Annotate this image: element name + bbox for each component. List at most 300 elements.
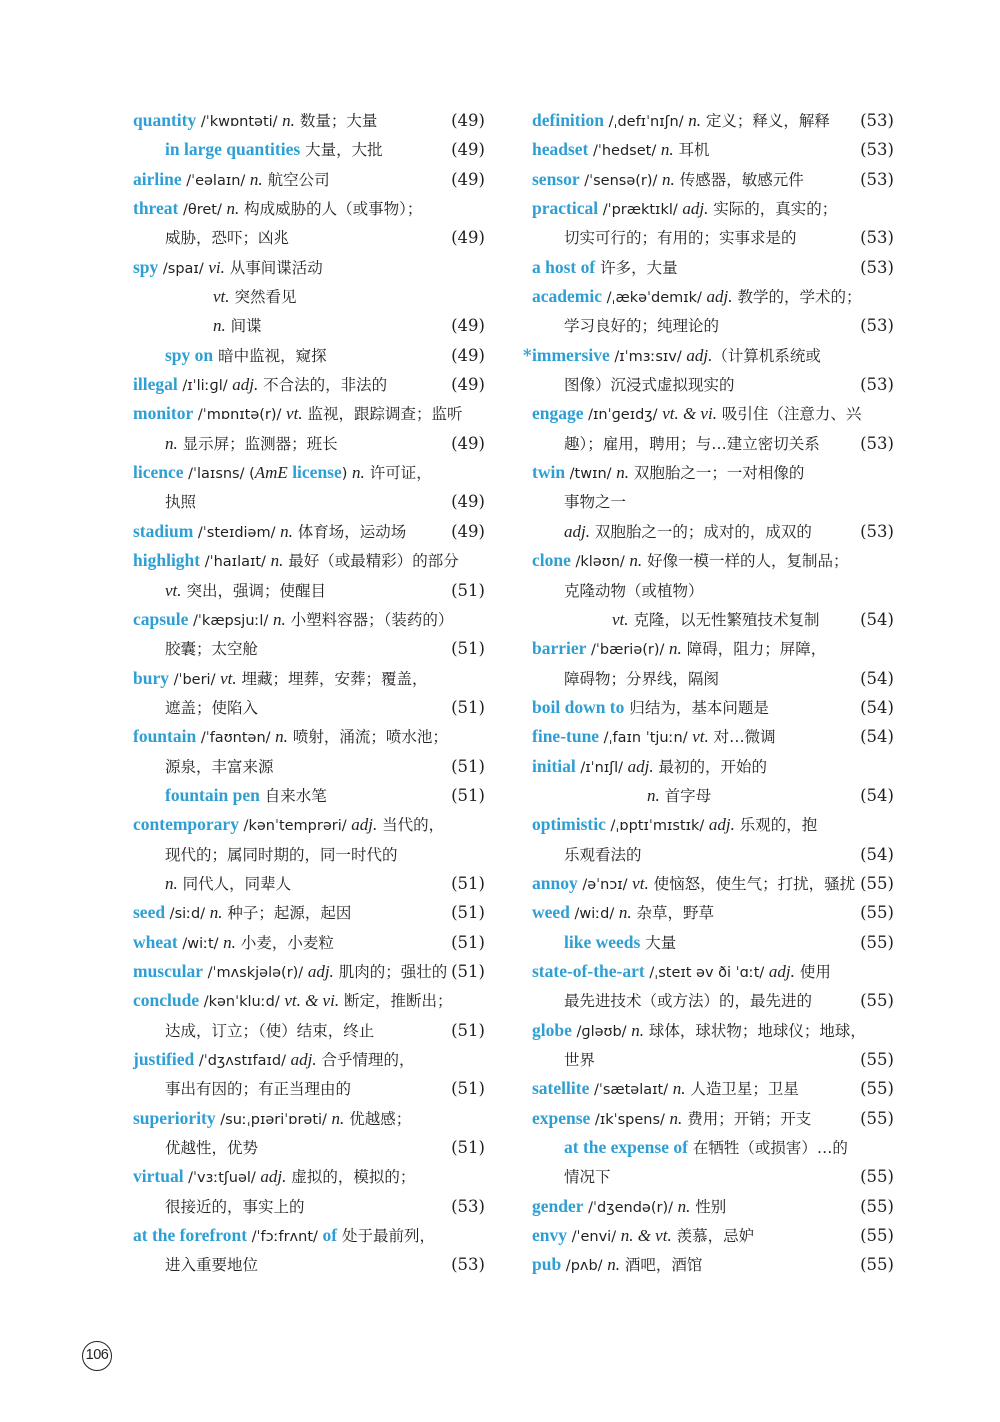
entry-page-ref: (49) [451, 140, 485, 160]
entry-definition: 最好（或最精彩）的部分 [283, 552, 459, 571]
glossary-line [532, 223, 894, 252]
entry-definition: 障碍，阻力；屏障， [681, 640, 827, 659]
entry-part-of-speech: n. [607, 1255, 620, 1275]
entry-page-ref: (55) [860, 1196, 894, 1216]
entry-headword: fountain pen [165, 784, 260, 805]
glossary-line [133, 458, 485, 487]
entry-part-of-speech: AmE [254, 463, 288, 483]
entry-part-of-speech: n. [669, 1108, 683, 1128]
entry-definition: 耳机 [673, 141, 710, 160]
entry-headword: illegal [133, 374, 178, 395]
glossary-line [532, 1250, 894, 1279]
entry-phonetic: /spaɪ/ [158, 260, 209, 277]
entry-definition: 传感器，敏感元件 [674, 170, 804, 189]
entry-definition: （计算机系统或 [712, 346, 821, 365]
entry-headword: fine-tune [532, 726, 600, 747]
entry-definition: 小塑料容器；（装药的） [285, 610, 454, 629]
glossary-line [532, 282, 894, 311]
entry-headword: twin [532, 462, 566, 483]
entry-phonetic: /wiːt/ [177, 935, 224, 952]
entry-phonetic: /kləʊn/ [570, 554, 630, 571]
entry-headword: definition [532, 110, 604, 130]
glossary-line [532, 634, 894, 663]
entry-headword: clone [532, 550, 571, 571]
entry-definition: 间谍 [225, 317, 262, 336]
entry-definition: 羡慕，忌妒 [671, 1227, 755, 1246]
entry-phonetic: /ɪˈmɜːsɪv/ [609, 348, 687, 365]
glossary-line [532, 1074, 894, 1103]
entry-definition: 埋藏；埋葬，安葬；覆盖， [236, 669, 428, 688]
entry-headword: initial [532, 755, 576, 776]
entry-definition: 进入重要地位 [165, 1256, 259, 1275]
glossary-line [133, 986, 485, 1015]
entry-headword: muscular [133, 960, 203, 981]
entry-definition: 图像）沉浸式虚拟现实的 [564, 376, 735, 395]
entry-phonetic: /ˈfaʊntən/ [196, 730, 276, 747]
entry-page-ref: (53) [860, 169, 894, 189]
entry-page-ref: (51) [451, 639, 485, 659]
entry-definition: 人造卫星；卫星 [685, 1080, 799, 1099]
entry-phonetic: /ˌsteɪt əv ði ˈɑːt/ [644, 964, 769, 981]
entry-part-of-speech: adj. [307, 961, 334, 981]
glossary-line [532, 1133, 894, 1162]
entry-definition: 事出有因的；有正当理由的 [165, 1080, 352, 1099]
entry-definition: 定义；释义，解释 [700, 112, 830, 130]
entry-definition: 使恼怒，使生气；打扰，骚扰 [648, 874, 856, 893]
glossary-line [532, 517, 894, 546]
entry-headword: headset [532, 139, 589, 160]
entry-phonetic: /ˈvɜːtʃuəl/ [183, 1170, 261, 1187]
entry-phonetic: /ˈmʌskjələ(r)/ [203, 964, 308, 981]
glossary-line [532, 546, 894, 575]
entry-phonetic: /ˌfaɪn ˈtjuːn/ [599, 730, 693, 747]
entry-part-of-speech: n. [223, 932, 236, 952]
entry-part-of-speech: vt. [612, 609, 629, 629]
entry-definition: 突然看见 [229, 288, 297, 307]
entry-page-ref: (54) [860, 727, 894, 747]
glossary-line [532, 898, 894, 927]
glossary-line [523, 341, 894, 370]
entry-part-of-speech: n. [629, 551, 643, 571]
entry-page-ref: (54) [860, 609, 894, 629]
glossary-line [133, 1162, 485, 1191]
glossary-line [532, 928, 894, 957]
entry-headword: of [322, 1225, 338, 1246]
entry-phonetic: /ɡləʊb/ [571, 1023, 632, 1040]
entry-page-ref: (51) [451, 785, 485, 805]
entry-phonetic: /ɪnˈɡeɪdʒ/ [583, 407, 663, 424]
entry-headword: immersive [532, 344, 610, 365]
entry-phonetic: /suːˌpɪəriˈɒrəti/ [215, 1111, 332, 1128]
glossary-line [133, 693, 485, 722]
glossary-line [133, 810, 485, 839]
glossary-line [532, 370, 894, 399]
entry-page-ref: (54) [860, 668, 894, 688]
entry-page-ref: (53) [860, 375, 894, 395]
entry-headword: license [287, 462, 342, 483]
glossary-line [133, 194, 485, 223]
entry-page-ref: (49) [451, 228, 485, 248]
glossary-line [532, 458, 894, 487]
entry-part-of-speech: vt. [286, 404, 303, 424]
glossary-line [532, 1162, 894, 1191]
entry-phonetic: /ˈdʒendə(r)/ [583, 1199, 678, 1216]
entry-definition: 使用 [794, 962, 831, 981]
entry-definition: 最先进技术（或方法）的，最先进的 [564, 992, 813, 1011]
entry-page-ref: (49) [451, 492, 485, 512]
entry-headword: engage [532, 403, 584, 424]
entry-definition: 酒吧，酒馆 [619, 1256, 703, 1275]
entry-definition: 实际的，真实的； [708, 200, 838, 219]
glossary-line [532, 429, 894, 458]
entry-page-ref: (51) [451, 932, 485, 952]
glossary-line [133, 576, 485, 605]
entry-page-ref: (55) [860, 1050, 894, 1069]
glossary-line [133, 223, 485, 252]
entry-part-of-speech: n. [165, 873, 178, 893]
glossary-line [532, 106, 894, 135]
entry-phonetic: /kənˈkluːd/ [199, 994, 285, 1011]
entry-page-ref: (51) [451, 697, 485, 717]
entry-definition: 归结为，基本问题是 [624, 698, 769, 717]
entry-phonetic: ) [341, 466, 353, 483]
entry-definition: 双胞胎之一的；成对的，成双的 [589, 522, 812, 541]
entry-headword: capsule [133, 608, 189, 629]
entry-part-of-speech: vt. [632, 873, 649, 893]
entry-definition: 世界 [564, 1051, 596, 1069]
entry-definition: 小麦，小麦粒 [235, 933, 334, 952]
entry-headword: seed [133, 902, 166, 923]
entry-part-of-speech: adj. [290, 1050, 317, 1069]
entry-phonetic: /əˈnɔɪ/ [577, 876, 633, 893]
entry-definition: 虚拟的，模拟的； [286, 1168, 416, 1187]
entry-definition: 最初的，开始的 [653, 757, 768, 776]
entry-definition: 大量，大批 [300, 141, 383, 160]
entry-definition: 自来水笔 [259, 786, 327, 805]
entry-part-of-speech: n. [631, 1020, 644, 1040]
entry-phonetic: /ˈkæpsjuːl/ [188, 612, 273, 629]
entry-page-ref: (51) [451, 873, 485, 893]
glossary-right-column [523, 106, 894, 1280]
entry-part-of-speech: vt. & vi. [662, 404, 717, 424]
entry-page-ref: (51) [451, 756, 485, 776]
glossary-line [532, 752, 894, 781]
entry-definition: 乐观的，抱 [734, 816, 818, 835]
glossary-line [532, 1192, 894, 1221]
entry-page-ref: (55) [860, 1167, 894, 1187]
entry-phonetic: /ˌdefɪˈnɪʃn/ [603, 114, 689, 130]
entry-part-of-speech: n. [270, 551, 284, 571]
entry-headword: monitor [133, 403, 194, 424]
entry-part-of-speech: n. [272, 609, 286, 629]
entry-part-of-speech: n. [352, 463, 365, 483]
entry-definition: 现代的；属同时期的，同一时代的 [165, 845, 398, 864]
entry-part-of-speech: n. [618, 903, 632, 923]
entry-part-of-speech: n. [688, 111, 701, 130]
entry-page-ref: (55) [860, 903, 894, 923]
entry-definition: 情况下 [564, 1168, 611, 1187]
glossary-line [133, 752, 485, 781]
entry-headword: globe [532, 1019, 572, 1040]
glossary-line [133, 487, 485, 516]
entry-part-of-speech: n. [672, 1079, 686, 1099]
entry-phonetic: /wiːd/ [569, 906, 619, 923]
entry-part-of-speech: n. [213, 316, 226, 336]
entry-phonetic: /kənˈtemprəri/ [238, 818, 352, 835]
entry-page-ref: (55) [860, 1079, 894, 1099]
entry-headword: state-of-the-art [532, 960, 645, 981]
entry-page-ref: (55) [860, 1255, 894, 1275]
entry-part-of-speech: n. [662, 169, 675, 189]
entry-part-of-speech: n. [280, 521, 293, 541]
entry-definition: 大量 [640, 933, 677, 952]
entry-phonetic: /ɪˈliːɡl/ [177, 378, 233, 395]
entry-headword: spy [133, 256, 159, 277]
glossary-line [133, 106, 485, 135]
entry-part-of-speech: vt. [692, 727, 709, 747]
glossary-line [133, 517, 485, 546]
glossary-left-column [133, 106, 485, 1280]
glossary-line [133, 1074, 485, 1103]
entry-headword: conclude [133, 990, 200, 1011]
entry-phonetic: /ˈpræktɪkl/ [598, 202, 683, 219]
glossary-line [133, 781, 485, 810]
glossary-line [532, 810, 894, 839]
glossary-line [133, 1133, 485, 1162]
entry-phonetic: /ˈenvi/ [567, 1229, 621, 1246]
entry-headword: stadium [133, 520, 194, 541]
entry-phonetic: /ˈsensə(r)/ [579, 172, 663, 189]
entry-phonetic: /θret/ [178, 202, 227, 219]
entry-part-of-speech: n. [331, 1108, 345, 1128]
entry-part-of-speech: n. [275, 727, 288, 747]
entry-headword: at the forefront [133, 1225, 248, 1246]
entry-headword: a host of [532, 256, 596, 277]
entry-headword: threat [133, 198, 179, 219]
entry-star-mark: * [523, 345, 532, 365]
entry-definition: 教学的，学术的； [732, 288, 862, 307]
entry-definition: 乐观看法的 [564, 845, 642, 864]
entry-part-of-speech: adj. [768, 961, 795, 981]
glossary-line [133, 722, 485, 751]
entry-page-ref: (55) [860, 932, 894, 952]
entry-phonetic: /ˈmɒnɪtə(r)/ [193, 407, 287, 424]
entry-phonetic: /ˈeəlaɪn/ [181, 172, 250, 189]
entry-definition: 对…微调 [708, 728, 776, 747]
glossary-line [532, 194, 894, 223]
entry-page-ref: (51) [451, 1020, 485, 1040]
entry-definition: 首字母 [659, 786, 712, 805]
entry-page-ref: (49) [451, 375, 485, 395]
entry-page-ref: (55) [860, 1108, 894, 1128]
entry-phonetic: /ˈsætəlaɪt/ [589, 1082, 673, 1099]
entry-page-ref: (49) [451, 316, 485, 336]
entry-headword: spy on [165, 344, 214, 365]
entry-definition: 胶囊；太空舱 [165, 640, 259, 659]
entry-page-ref: (53) [860, 228, 894, 248]
entry-definition: 源泉，丰富来源 [165, 757, 274, 776]
entry-page-ref: (53) [860, 316, 894, 336]
entry-definition: 球体，球状物；地球仪；地球， [643, 1021, 866, 1040]
glossary-line [532, 311, 894, 340]
glossary-line [532, 1016, 894, 1045]
glossary-line [532, 605, 894, 634]
entry-definition: 体育场，运动场 [292, 522, 407, 541]
glossary-line [133, 869, 485, 898]
entry-headword: virtual [133, 1166, 184, 1187]
entry-definition: 从事间谍活动 [224, 258, 323, 277]
entry-definition: 执照 [165, 493, 197, 512]
entry-headword: boil down to [532, 696, 625, 717]
entry-definition: 同代人，同辈人 [177, 874, 292, 893]
entry-phonetic: /ˈlaɪsns/ ( [183, 466, 255, 483]
entry-part-of-speech: vi. [208, 257, 225, 277]
entry-headword: fountain [133, 726, 197, 747]
entry-definition: 许可证， [364, 464, 432, 483]
entry-headword: at the expense of [564, 1137, 688, 1158]
entry-page-ref: (54) [860, 697, 894, 717]
entry-phonetic: /siːd/ [165, 906, 210, 923]
entry-page-ref: (51) [451, 580, 485, 600]
entry-definition: 达成，订立；（使）结束，终止 [165, 1021, 375, 1040]
glossary-line [532, 986, 894, 1015]
entry-part-of-speech: adj. [686, 345, 713, 365]
entry-definition: 好像一模一样的人，复制品； [642, 552, 849, 571]
entry-phonetic: /ˈhedset/ [588, 143, 661, 160]
glossary-line [133, 370, 485, 399]
entry-definition: 数量；大量 [294, 112, 378, 130]
entry-definition: 喷射，涌流；喷水池； [287, 728, 448, 747]
entry-definition: 种子；起源，起因 [222, 904, 352, 923]
entry-definition: 合乎情理的， [316, 1051, 415, 1069]
entry-page-ref: (53) [451, 1255, 485, 1275]
glossary-line [532, 664, 894, 693]
entry-page-ref: (53) [860, 433, 894, 453]
glossary-line [133, 253, 485, 282]
entry-page-ref: (54) [860, 785, 894, 805]
entry-headword: highlight [133, 550, 201, 571]
entry-definition: 双胞胎之一；一对相像的 [628, 464, 805, 483]
entry-headword: optimistic [532, 814, 606, 835]
glossary-line [532, 722, 894, 751]
entry-definition: 突出，强调；使醒目 [181, 581, 326, 600]
entry-page-ref: (49) [451, 433, 485, 453]
entry-headword: gender [532, 1195, 584, 1216]
entry-page-ref: (55) [860, 873, 894, 893]
glossary-line [532, 399, 894, 428]
entry-headword: quantity [133, 110, 197, 130]
entry-headword: barrier [532, 638, 587, 659]
glossary-line [133, 429, 485, 458]
entry-definition: 克隆动物（或植物） [564, 581, 704, 600]
entry-headword: bury [133, 667, 169, 688]
entry-phonetic: /ˌɒptɪˈmɪstɪk/ [605, 818, 709, 835]
entry-headword: like weeds [564, 931, 641, 952]
entry-phonetic: /ˈsteɪdiəm/ [193, 524, 281, 541]
entry-definition: 暗中监视，窥探 [213, 346, 327, 365]
entry-page-ref: (53) [860, 140, 894, 160]
entry-part-of-speech: adj. [351, 815, 378, 835]
entry-part-of-speech: n. [616, 463, 629, 483]
entry-part-of-speech: vt. & vi. [284, 991, 340, 1011]
entry-page-ref: (54) [860, 844, 894, 864]
glossary-line [133, 1221, 485, 1250]
glossary-line [133, 135, 485, 164]
entry-definition: 构成威胁的人（或事物）； [239, 200, 423, 219]
entry-definition: 吸引住（注意力、兴 [716, 405, 862, 424]
entry-definition: 杂草，野草 [631, 904, 715, 923]
entry-page-ref: (53) [451, 1196, 485, 1216]
entry-definition: 趣）；雇用，聘用；与…建立密切关系 [564, 434, 820, 453]
glossary-line [532, 1104, 894, 1133]
entry-phonetic: /ˈdʒʌstɪfaɪd/ [194, 1053, 291, 1069]
entry-headword: airline [133, 168, 182, 189]
page-number: 106 [82, 1341, 112, 1371]
glossary-line [532, 135, 894, 164]
glossary-line [133, 840, 485, 869]
entry-definition: 许多，大量 [595, 258, 678, 277]
entry-definition: 航空公司 [262, 170, 330, 189]
entry-phonetic: /ˈkwɒntəti/ [196, 114, 283, 130]
glossary-line [133, 605, 485, 634]
glossary-line [133, 546, 485, 575]
entry-definition: 威胁，恐吓；凶兆 [165, 229, 290, 248]
entry-part-of-speech: n. [165, 433, 178, 453]
entry-page-ref: (53) [860, 111, 894, 130]
entry-headword: in large quantities [165, 139, 301, 160]
entry-part-of-speech: n. [209, 903, 223, 923]
entry-headword: academic [532, 286, 602, 307]
entry-part-of-speech: adj. [564, 521, 590, 541]
entry-definition: 在牺牲（或损害）…的 [687, 1139, 848, 1158]
entry-page-ref: (49) [451, 169, 485, 189]
entry-part-of-speech: n. [226, 199, 240, 219]
entry-definition: 断定，推断出； [339, 992, 453, 1011]
glossary-line [133, 898, 485, 927]
entry-page-ref: (55) [860, 991, 894, 1011]
entry-definition: 切实可行的；有用的；实事求是的 [564, 229, 797, 248]
entry-headword: weed [532, 902, 570, 923]
entry-definition: 很接近的，事实上的 [165, 1197, 305, 1216]
entry-definition: 优越性，优势 [165, 1139, 259, 1158]
glossary-line [532, 840, 894, 869]
glossary-line [133, 165, 485, 194]
entry-part-of-speech: adj. [232, 375, 259, 395]
entry-page-ref: (51) [451, 961, 485, 981]
entry-definition: 肌肉的；强壮的 [333, 962, 448, 981]
entry-phonetic: /ɪkˈspens/ [590, 1111, 670, 1128]
entry-definition: 遮盖；使陷入 [165, 698, 259, 717]
entry-headword: envy [532, 1225, 567, 1246]
glossary-line [133, 399, 485, 428]
glossary-line [133, 634, 485, 663]
entry-phonetic: /ˈbæriə(r)/ [586, 642, 670, 659]
entry-part-of-speech: n. & vt. [620, 1226, 672, 1246]
entry-definition: 障碍物；分界线，隔阂 [564, 669, 720, 688]
entry-page-ref: (49) [451, 345, 485, 365]
glossary-line [133, 1192, 485, 1221]
glossary-line [133, 1250, 485, 1279]
entry-definition: 费用；开销；开支 [682, 1109, 812, 1128]
glossary-line [532, 165, 894, 194]
glossary-line [532, 576, 894, 605]
entry-definition: 显示屏；监测器；班长 [177, 434, 338, 453]
entry-part-of-speech: adj. [706, 287, 733, 307]
entry-page-ref: (53) [860, 257, 894, 277]
entry-phonetic: /ˈberi/ [168, 671, 221, 688]
glossary-line [532, 869, 894, 898]
entry-part-of-speech: vt. [220, 668, 237, 688]
